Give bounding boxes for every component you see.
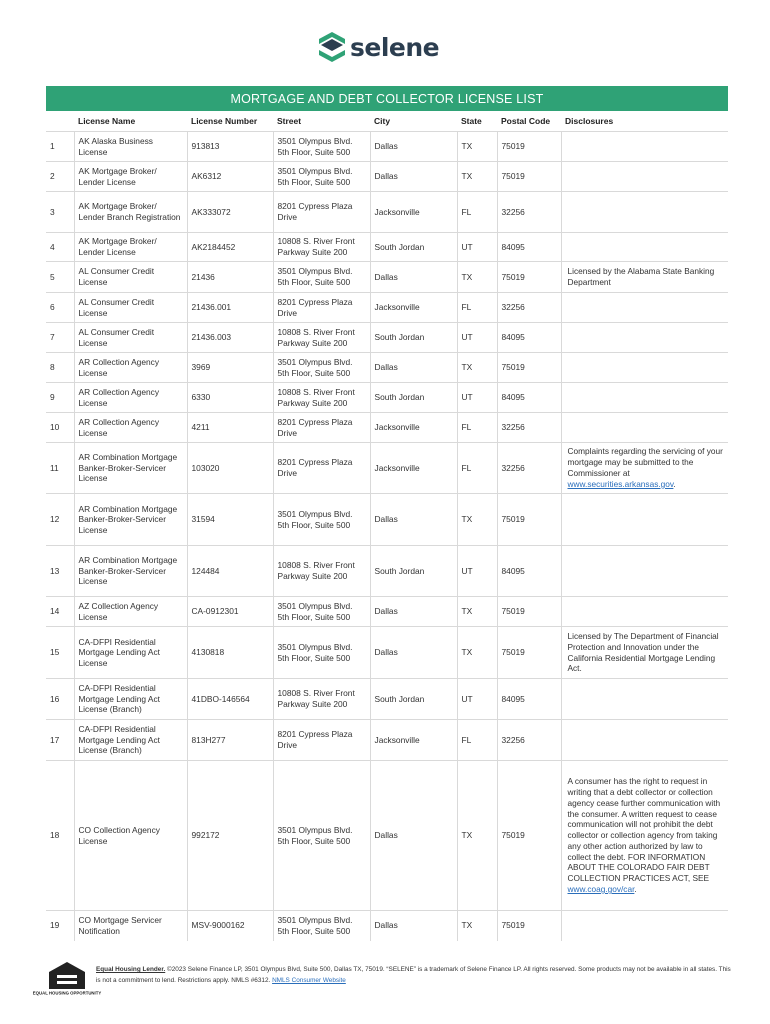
table-row [46, 383, 728, 413]
license-name: AL Consumer Credit License [74, 323, 187, 353]
license-number: 21436.001 [187, 293, 273, 323]
disclosure [561, 597, 728, 627]
state: TX [457, 597, 497, 627]
disclosure-text: Complaints regarding the servicing of your mortgage may be submitted to the Commissioner at [567, 446, 723, 478]
license-number: 6330 [187, 383, 273, 413]
street: 3501 Olympus Blvd. 5th Floor, Suite 500 [273, 627, 370, 679]
row-number: 5 [46, 262, 74, 293]
city: South Jordan [370, 546, 457, 597]
disclosure-punct: . [673, 478, 676, 489]
license-number: 21436.003 [187, 323, 273, 353]
postal-code: 32256 [497, 192, 561, 233]
footer-lead: Equal Housing Lender. [96, 966, 166, 973]
street: 3501 Olympus Blvd. 5th Floor, Suite 500 [273, 262, 370, 293]
state: TX [457, 494, 497, 546]
postal-code: 75019 [497, 162, 561, 192]
license-number: 124484 [187, 546, 273, 597]
table-row [46, 911, 728, 941]
state: TX [457, 627, 497, 679]
license-name: AK Alaska Business License [74, 132, 187, 162]
row-number: 11 [46, 443, 74, 494]
header-license-number: License Number [191, 115, 258, 126]
license-number: 103020 [187, 443, 273, 494]
license-name: AL Consumer Credit License [74, 262, 187, 293]
state: UT [457, 546, 497, 597]
license-name: CO Mortgage Servicer Notification [74, 911, 187, 941]
disclosure-text: A consumer has the right to request in writing that a debt collector or collection agency cease further communication with the consumer. A written request to cease communication will not prohibit the debt collector or collection agency from taking any other action authorized by law to collect the debt. FOR INFORMATION ABOUT THE COLORADO FAIR DEBT COLLECTION PRACTICES ACT, SEE [567, 776, 721, 884]
license-name: AR Combination Mortgage Banker-Broker-Servicer License [74, 494, 187, 546]
table-row [46, 293, 728, 323]
license-name: AR Combination Mortgage Banker-Broker-Servicer License [74, 443, 187, 494]
row-number: 15 [46, 627, 74, 679]
street: 8201 Cypress Plaza Drive [273, 413, 370, 443]
license-name: AK Mortgage Broker/ Lender License [74, 233, 187, 262]
disclosure [561, 353, 728, 383]
street: 3501 Olympus Blvd. 5th Floor, Suite 500 [273, 597, 370, 627]
table-row [46, 132, 728, 162]
city: Jacksonville [370, 413, 457, 443]
city: Dallas [370, 162, 457, 192]
license-name: CO Collection Agency License [74, 761, 187, 911]
city: Dallas [370, 911, 457, 941]
table-row [46, 546, 728, 597]
postal-code: 84095 [497, 546, 561, 597]
license-name: AL Consumer Credit License [74, 293, 187, 323]
disclosure [561, 293, 728, 323]
city: South Jordan [370, 383, 457, 413]
city: Jacksonville [370, 293, 457, 323]
row-number: 10 [46, 413, 74, 443]
footer-body: ©2023 Selene Finance LP, 3501 Olympus Blvd, Suite 500, Dallas TX, 75019. “SELENE” is a trademark of Selene Finance LP. All rights reserved. Some products may not be available in all states. This is not a commitment to lend. Restrictions apply. NMLS #6312. [96, 966, 731, 984]
header-street: Street [277, 115, 302, 126]
table-header-row [46, 111, 728, 132]
selene-logo [318, 30, 439, 64]
license-name: AR Collection Agency License [74, 383, 187, 413]
city: Dallas [370, 494, 457, 546]
state: TX [457, 353, 497, 383]
postal-code: 32256 [497, 293, 561, 323]
street: 8201 Cypress Plaza Drive [273, 192, 370, 233]
postal-code: 75019 [497, 911, 561, 941]
footer [32, 960, 736, 1000]
row-number: 4 [46, 233, 74, 262]
street: 10808 S. River Front Parkway Suite 200 [273, 383, 370, 413]
license-name: AZ Collection Agency License [74, 597, 187, 627]
nmls-consumer-link[interactable]: NMLS Consumer Website [272, 977, 346, 984]
state: UT [457, 233, 497, 262]
license-name: CA-DFPI Residential Mortgage Lending Act License (Branch) [74, 679, 187, 720]
table-row [46, 597, 728, 627]
license-name: AR Combination Mortgage Banker-Broker-Servicer License [74, 546, 187, 597]
city: Jacksonville [370, 720, 457, 761]
city: Dallas [370, 627, 457, 679]
postal-code: 32256 [497, 413, 561, 443]
disclosure [561, 323, 728, 353]
license-number: MSV-9000162 [187, 911, 273, 941]
postal-code: 75019 [497, 262, 561, 293]
row-number: 16 [46, 679, 74, 720]
postal-code: 84095 [497, 233, 561, 262]
state: TX [457, 132, 497, 162]
postal-code: 75019 [497, 494, 561, 546]
city: Dallas [370, 353, 457, 383]
license-number: 4211 [187, 413, 273, 443]
street: 8201 Cypress Plaza Drive [273, 720, 370, 761]
state: TX [457, 761, 497, 911]
postal-code: 32256 [497, 443, 561, 494]
state: FL [457, 413, 497, 443]
street: 3501 Olympus Blvd. 5th Floor, Suite 500 [273, 494, 370, 546]
footer-legal-text [96, 964, 736, 986]
postal-code: 84095 [497, 383, 561, 413]
license-number: 992172 [187, 761, 273, 911]
postal-code: 75019 [497, 627, 561, 679]
street: 3501 Olympus Blvd. 5th Floor, Suite 500 [273, 911, 370, 941]
row-number: 14 [46, 597, 74, 627]
eho-label: EQUAL HOUSING OPPORTUNITY [32, 990, 102, 996]
disclosure [561, 720, 728, 761]
license-name: AK Mortgage Broker/ Lender Branch Registration [74, 192, 187, 233]
license-number: 4130818 [187, 627, 273, 679]
row-number: 12 [46, 494, 74, 546]
license-number: AK333072 [187, 192, 273, 233]
table-row [46, 233, 728, 262]
disclosure [561, 192, 728, 233]
row-number: 18 [46, 761, 74, 911]
header-state: State [461, 115, 482, 126]
city: South Jordan [370, 233, 457, 262]
disclosure [561, 413, 728, 443]
disclosure [561, 679, 728, 720]
selene-mark-icon [318, 31, 346, 63]
license-number: 31594 [187, 494, 273, 546]
state: TX [457, 911, 497, 941]
license-number: 21436 [187, 262, 273, 293]
disclosure [561, 911, 728, 941]
disclosure [561, 546, 728, 597]
street: 8201 Cypress Plaza Drive [273, 443, 370, 494]
disclosure [561, 494, 728, 546]
disclosure [561, 761, 728, 911]
table-row [46, 162, 728, 192]
disclosure [561, 383, 728, 413]
equal-housing-icon [32, 960, 102, 1000]
street: 10808 S. River Front Parkway Suite 200 [273, 546, 370, 597]
license-name: AR Collection Agency License [74, 413, 187, 443]
row-number: 17 [46, 720, 74, 761]
row-number: 19 [46, 911, 74, 941]
page-title: MORTGAGE AND DEBT COLLECTOR LICENSE LIST [46, 86, 728, 111]
disclosure [561, 233, 728, 262]
header-city: City [374, 115, 391, 126]
street: 3501 Olympus Blvd. 5th Floor, Suite 500 [273, 132, 370, 162]
license-name: CA-DFPI Residential Mortgage Lending Act License [74, 627, 187, 679]
state: UT [457, 323, 497, 353]
city: Dallas [370, 761, 457, 911]
street: 3501 Olympus Blvd. 5th Floor, Suite 500 [273, 162, 370, 192]
state: FL [457, 443, 497, 494]
state: FL [457, 720, 497, 761]
header-disclosures: Disclosures [565, 115, 614, 126]
city: Dallas [370, 132, 457, 162]
license-number: 41DBO-146564 [187, 679, 273, 720]
postal-code: 75019 [497, 353, 561, 383]
row-number: 8 [46, 353, 74, 383]
city: South Jordan [370, 323, 457, 353]
disclosure [561, 627, 728, 679]
postal-code: 75019 [497, 597, 561, 627]
disclosure [561, 262, 728, 293]
table-row [46, 443, 728, 494]
disclosure [561, 162, 728, 192]
header-postal-code: Postal Code [501, 115, 551, 126]
city: South Jordan [370, 679, 457, 720]
table-row [46, 679, 728, 720]
postal-code: 75019 [497, 761, 561, 911]
state: FL [457, 192, 497, 233]
row-number: 3 [46, 192, 74, 233]
postal-code: 84095 [497, 679, 561, 720]
table-row [46, 627, 728, 679]
state: TX [457, 262, 497, 293]
state: UT [457, 383, 497, 413]
table-row [46, 192, 728, 233]
row-number: 13 [46, 546, 74, 597]
disclosure-text: Licensed by The Department of Financial Protection and Innovation under the California Residential Mortgage Lending Act. [567, 630, 719, 674]
license-number: AK6312 [187, 162, 273, 192]
street: 3501 Olympus Blvd. 5th Floor, Suite 500 [273, 353, 370, 383]
table-row [46, 323, 728, 353]
license-number: AK2184452 [187, 233, 273, 262]
table-row [46, 720, 728, 761]
license-name: AK Mortgage Broker/ Lender License [74, 162, 187, 192]
postal-code: 32256 [497, 720, 561, 761]
header-license-name: License Name [78, 115, 136, 126]
license-number: 913813 [187, 132, 273, 162]
city: Dallas [370, 597, 457, 627]
license-table [46, 111, 728, 941]
state: UT [457, 679, 497, 720]
license-name: AR Collection Agency License [74, 353, 187, 383]
street: 10808 S. River Front Parkway Suite 200 [273, 233, 370, 262]
license-number: 3969 [187, 353, 273, 383]
row-number: 1 [46, 132, 74, 162]
table-row [46, 413, 728, 443]
row-number: 6 [46, 293, 74, 323]
city: Dallas [370, 262, 457, 293]
city: Jacksonville [370, 443, 457, 494]
license-number: CA-0912301 [187, 597, 273, 627]
street: 8201 Cypress Plaza Drive [273, 293, 370, 323]
street: 10808 S. River Front Parkway Suite 200 [273, 323, 370, 353]
state: FL [457, 293, 497, 323]
street: 3501 Olympus Blvd. 5th Floor, Suite 500 [273, 761, 370, 911]
state: TX [457, 162, 497, 192]
disclosure-punct: . [634, 884, 637, 895]
disclosure [561, 443, 728, 494]
table-row [46, 262, 728, 293]
row-number: 2 [46, 162, 74, 192]
disclosure-text: Licensed by the Alabama State Banking Department [567, 266, 715, 287]
city: Jacksonville [370, 192, 457, 233]
table-row [46, 761, 728, 911]
postal-code: 75019 [497, 132, 561, 162]
license-name: CA-DFPI Residential Mortgage Lending Act License (Branch) [74, 720, 187, 761]
table-row [46, 494, 728, 546]
row-number: 9 [46, 383, 74, 413]
disclosure-link[interactable]: www.coag.gov/car [567, 884, 635, 895]
row-number: 7 [46, 323, 74, 353]
header-row-number [46, 111, 74, 132]
license-number: 813H277 [187, 720, 273, 761]
street: 10808 S. River Front Parkway Suite 200 [273, 679, 370, 720]
disclosure [561, 132, 728, 162]
postal-code: 84095 [497, 323, 561, 353]
brand-name: selene [350, 32, 440, 62]
table-row [46, 353, 728, 383]
disclosure-link[interactable]: www.securities.arkansas.gov [567, 478, 674, 489]
